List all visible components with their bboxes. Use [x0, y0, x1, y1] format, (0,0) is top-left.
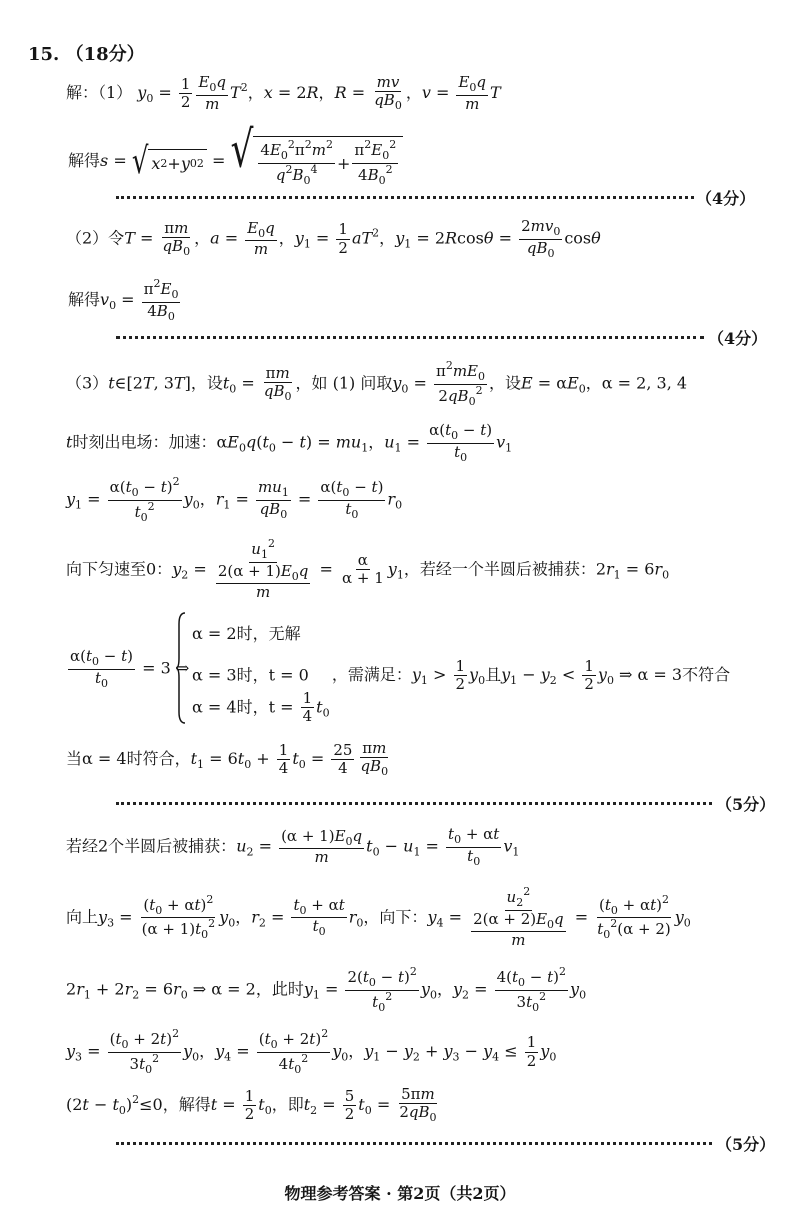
part2-label: （2）令 [66, 228, 125, 248]
case-alpha-4: α = 4时，t = $\frac{1}{4}$ $t_0$ [192, 689, 330, 726]
score-4: （5分） [716, 1135, 776, 1154]
conclusion-label: 当α = 4时符合， [66, 748, 191, 768]
part1-label: 解：（1） [66, 82, 133, 102]
part3-two-half: 若经2个半圆后被捕获：$u_2$ = $\frac{(\alpha + 1)E_0q}{m}$ $t_0 - u_1$ = $\frac{t_0 + \alpha t}{t_0}$ $v_1$ [66, 825, 520, 868]
score-3: （5分） [716, 795, 776, 814]
score-2: （4分） [708, 329, 768, 348]
part1-result-label: 解得 [68, 151, 101, 171]
cases-brace [176, 612, 186, 724]
question-header [28, 44, 145, 66]
frac-mv-qb0: $\frac{mv}{qB_0}$ [374, 73, 402, 113]
part3-case-lhs: $\frac{\alpha(t_0 - t)}{t_0}$ = 3 ⇒ [70, 647, 190, 690]
part3-y3-y4: $y_3$ = $\frac{(t_0 + 2t)^2}{3t_0^2}$ $y_0$，$y_4$ = $\frac{(t_0 + 2t)^2}{4t_0^2}$ $y_0$，$y_1 - y_2 + y_3 - y_4$ ≤ $\frac{1}{2}$ $y_0$ [66, 1027, 557, 1076]
part3-conclusion: 当α = 4时符合，$t_1 = 6t_0$ + $\frac{1}{4}$ $t_0$ = $\frac{25}{4}$ $\frac{\pi m}{qB_0}$ [66, 739, 389, 779]
part2-result: 解得$v_0$ = $\frac{\pi^2E_0}{4B_0}$ [68, 277, 179, 323]
part1-result: 解得s = √ x 2 + y 0 2 = √ $\frac{4E_0^2\pi^2m^2}{q^2B_0^4}$ + $\frac{\pi^2E_0^2}{4B_0^2}$ [68, 136, 403, 187]
part1-line1: 解：（1） $y_0$ = $\frac{1}{2}$ $\frac{E_0q}{m}$ $T^2$，x = 2R，R = $\frac{mv}{qB_0}$ ，v = $\frac{E_0q}{m}$ T [66, 73, 501, 113]
score-1: （4分） [696, 189, 756, 208]
part3-final: $(2t - t_0)^2\le 0$，解得t = $\frac{1}{2}$ $t_0$，即$t_2$ = $\frac{5}{2}$ $t_0$ = $\frac{5\pi m}{2qB_0}$ [66, 1085, 437, 1125]
two-half-label: 若经2个半圆后被捕获： [66, 836, 237, 856]
part2-result-label: 解得 [68, 290, 101, 310]
case-alpha-4-text: α = 4时，t = [192, 697, 294, 717]
part3-label: （3） [66, 373, 109, 393]
dotted-leader-4 [116, 1142, 712, 1145]
part3-up-down: 向上$y_3$ = $\frac{(t_0 + \alpha t)^2}{(\alpha + 1)t_0^2}$ $y_0$，$r_2$ = $\frac{t_0 + \alpha t}{t_0}$ $r_0$，向下：$y_4$ = $\frac{u_2^2}{\frac{2(\alpha + 2)E_0q}{m}}$ = $\frac{(t_0 + \alpha t)^2}{t_0^2(\alpha + 2)}$ $y_0$ [66, 885, 691, 950]
question-number: 15. [28, 44, 60, 65]
frac-e0q-m: $\frac{E_0q}{m}$ [198, 73, 227, 113]
part3-alpha2: $2r_1 + 2r_2 = 6r_0$ ⇒ α = 2，此时$y_1$ = $\frac{2(t_0 - t)^2}{t_0^2}$ $y_0$，$y_2$ = $\frac{4(t_0 - t)^2}{3t_0^2}$ $y_0$ [66, 965, 587, 1014]
down2-label: 向下： [379, 907, 428, 927]
case-alpha-3-text: α = 3时，t = 0 [192, 665, 309, 685]
dotted-leader-1 [116, 196, 694, 199]
part3-y1-r1: $y_1$ = $\frac{\alpha(t_0 - t)^2}{t_0^2}$ $y_0$，$r_1$ = $\frac{mu_1}{qB_0}$ = $\frac{\alpha(t_0 - t)}{t_0}$ $r_0$ [66, 475, 403, 524]
part3-exit-line: t时刻出电场：加速：$\alpha E_0q(t_0 - t) = mu_1$，$u_1$ = $\frac{\alpha(t_0 - t)}{t_0}$ $v_1$ [66, 421, 513, 464]
part2-line1: （2）令T = $\frac{\pi m}{qB_0}$ ，a = $\frac{E_0q}{m}$ ，$y_1$ = $\frac{1}{2}$ $aT^2$，$y_1 = 2Rcos\theta$ = $\frac{2mv_0}{qB_0}$ cosθ [66, 217, 601, 260]
page-footer: 物理参考答案 · 第2页（共2页） [284, 1184, 516, 1203]
case-alpha-3: α = 3时，t = 0 ，需满足：$y_1$ > $\frac{1}{2}$ $y_0$且$y_1 - y_2$ < $\frac{1}{2}$ $y_0$ ⇒ α = 3不符合 [192, 657, 731, 694]
part3-line1: （3）t∈[2T, 3T]，设$t_0$ = $\frac{\pi m}{qB_0}$ ，如 (1) 问取$y_0$ = $\frac{\pi^2mE_0}{2qB_0^2}$ ，设$E = \alpha E_0$，α = 2, 3, 4 [66, 359, 688, 408]
frac-half: $\frac{1}{2}$ [180, 74, 191, 111]
frac-e0q-m-2: $\frac{E_0q}{m}$ [458, 73, 487, 113]
question-points: （18分） [65, 44, 145, 65]
dotted-leader-3 [116, 802, 712, 805]
up-label: 向上 [66, 907, 99, 927]
dotted-leader-2 [116, 336, 704, 339]
part3-down-line: 向下匀速至0：$y_2$ = $\frac{u_1^2}{\frac{2(\alpha + 1)E_0q}{m}}$ = $\frac{\alpha}{\alpha + 1}$ $y_1$，若经一个半圆后被捕获：$2r_1 = 6r_0$ [66, 537, 670, 602]
down-line-label: 向下匀速至0： [66, 559, 173, 579]
case-alpha-2: α = 2时，无解 [192, 624, 301, 643]
